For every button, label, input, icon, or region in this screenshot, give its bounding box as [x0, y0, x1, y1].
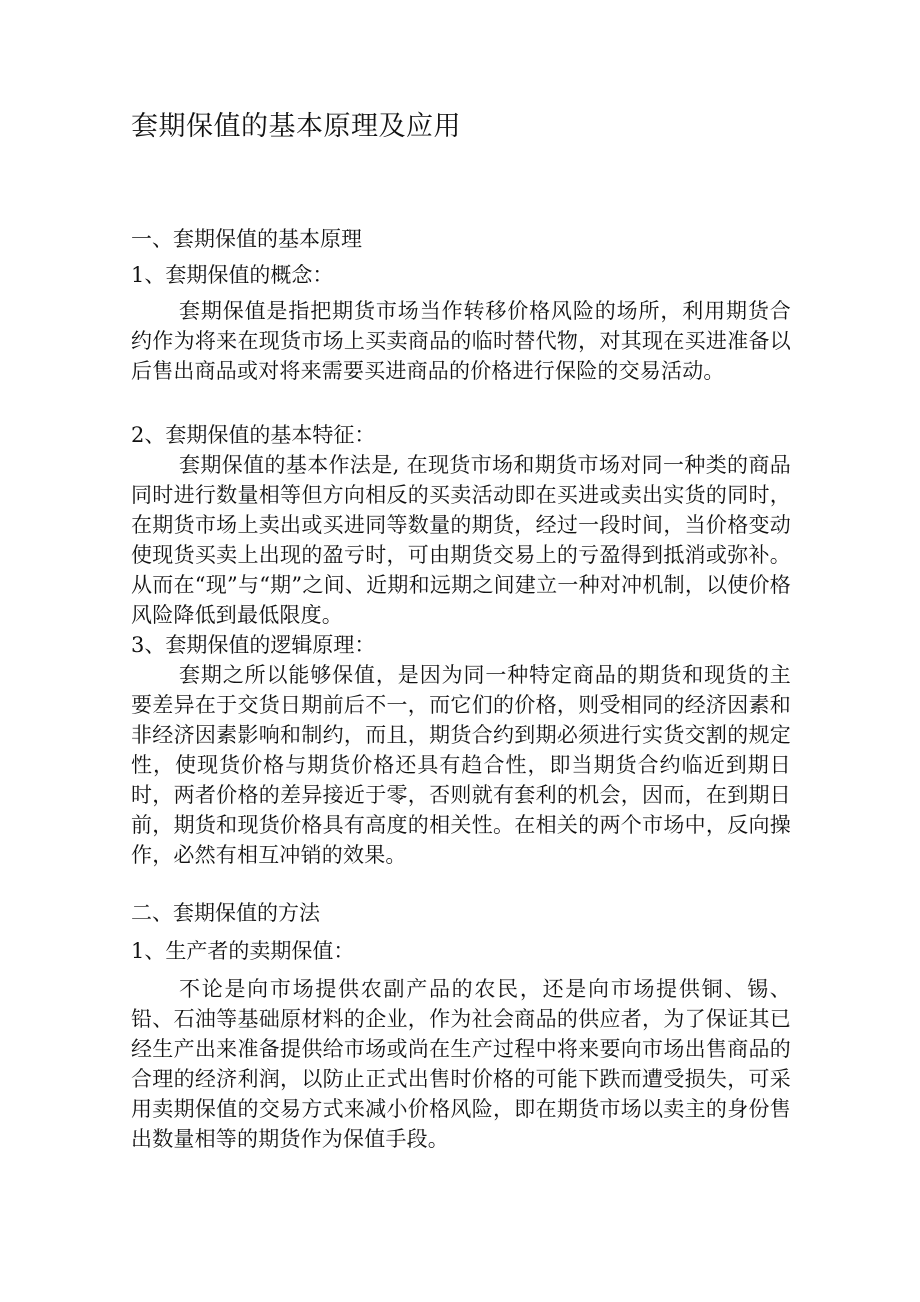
section-1-2-heading: 2、套期保值的基本特征：	[131, 423, 376, 447]
section-2-heading: 二、套期保值的方法	[131, 901, 320, 925]
section-2-1-heading: 1、生产者的卖期保值：	[131, 939, 355, 963]
section-1-heading: 一、套期保值的基本原理	[131, 227, 362, 251]
section-1-1-paragraph: 套期保值是指把期货市场当作转移价格风险的场所，利用期货合约作为将来在现货市场上买卖商品的临时替代物，对其现在买进准备以后售出商品或对将来需要买进商品的价格进行保险的交易活动。	[131, 299, 791, 383]
section-1-3-paragraph: 套期之所以能够保值，是因为同一种特定商品的期货和现货的主要差异在于交货日期前后不一，而它们的价格，则受相同的经济因素和非经济因素影响和制约，而且，期货合约到期必须进行实货交割的规定性，使现货价格与期货价格还具有趋合性，即当期货合约临近到期日时，两者价格的差异接近于零，否则就有套利的机会，因而，在到期日前，期货和现货价格具有高度的相关性。在相关的两个市场中，反向操作，必然有相互冲销的效果。	[131, 663, 791, 867]
document-title: 套期保值的基本原理及应用	[131, 111, 461, 142]
section-2-1-paragraph: 不论是向市场提供农副产品的农民，还是向市场提供铜、锡、铅、石油等基础原材料的企业，作为社会商品的供应者，为了保证其已经生产出来准备提供给市场或尚在生产过程中将来要向市场出售商品的合理的经济利润，以防止正式出售时价格的可能下跌而遭受损失，可采用卖期保值的交易方式来减小价格风险，即在期货市场以卖主的身份售出数量相等的期货作为保值手段。	[131, 977, 791, 1151]
section-1-2-paragraph: 套期保值的基本作法是, 在现货市场和期货市场对同一种类的商品同时进行数量相等但方向相反的买卖活动即在买进或卖出实货的同时，在期货市场上卖出或买进同等数量的期货，经过一段时间，当价格变动使现货买卖上出现的盈亏时，可由期货交易上的亏盈得到抵消或弥补。从而在“现”与“期”之间、近期和远期之间建立一种对冲机制，以使价格风险降低到最低限度。	[131, 453, 791, 627]
section-1-3-heading: 3、套期保值的逻辑原理：	[131, 633, 376, 657]
section-1-1-heading: 1、套期保值的概念：	[131, 263, 334, 287]
